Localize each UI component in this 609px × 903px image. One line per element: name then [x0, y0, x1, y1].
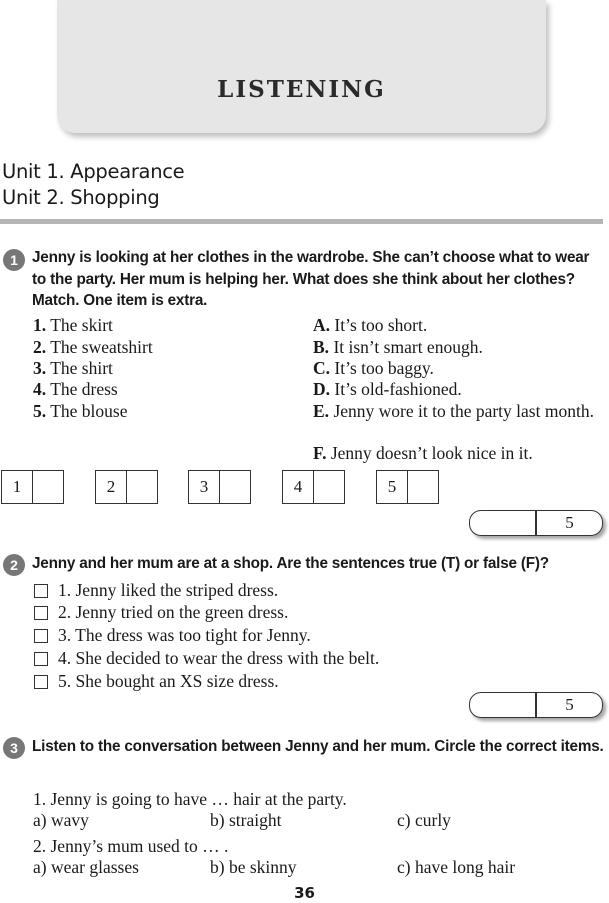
- answer-cell: [376, 470, 439, 504]
- match-item: [33, 401, 127, 422]
- item-number: 4.: [33, 379, 47, 399]
- match-option: [313, 443, 533, 464]
- item-number: 5.: [33, 401, 47, 421]
- score-max: 5: [565, 513, 574, 532]
- tf-statement: 3. The dress was too tight for Jenny.: [58, 625, 311, 645]
- section-header: [57, 0, 546, 133]
- item-text: The sweatshirt: [50, 337, 153, 357]
- task3-instruction: Listen to the conversation between Jenny and her mum. Circle the correct items.: [32, 738, 604, 755]
- match-option: [313, 401, 603, 422]
- match-item: [33, 358, 113, 379]
- option-letter: F.: [313, 443, 327, 463]
- item-number: 2.: [33, 337, 47, 357]
- answer-blank[interactable]: [127, 471, 157, 503]
- answer-cell: [188, 470, 251, 504]
- task1-instruction: Jenny is looking at her clothes in the wardrobe. She can’t choose what to wear to the party. Her mum is helping her. What does she think about her clothes? Match. One item is extra.: [32, 249, 590, 309]
- option-text: Jenny doesn’t look nice in it.: [330, 443, 533, 463]
- unit-title-2: Unit 2. Shopping: [2, 186, 160, 209]
- mc-option[interactable]: c) curly: [397, 810, 451, 830]
- match-item: [33, 337, 153, 358]
- match-option: [313, 337, 483, 358]
- item-text: The shirt: [50, 358, 113, 378]
- item-text: The dress: [50, 379, 118, 399]
- option-letter: B.: [313, 337, 330, 357]
- answer-blank[interactable]: [220, 471, 250, 503]
- answer-label: 1: [2, 471, 33, 503]
- item-text: The blouse: [50, 401, 128, 421]
- item-number: 1.: [33, 315, 47, 335]
- answer-blank[interactable]: [408, 471, 438, 503]
- item-number: 3.: [33, 358, 47, 378]
- option-text: It isn’t smart enough.: [333, 337, 483, 357]
- task-number-badge: 2: [3, 554, 25, 576]
- mc-option[interactable]: b) straight: [210, 810, 282, 830]
- option-letter: C.: [313, 358, 331, 378]
- option-text: It’s too short.: [334, 315, 428, 335]
- mc-question: 2. Jenny’s mum used to … .: [33, 836, 229, 856]
- mc-option[interactable]: b) be skinny: [210, 857, 297, 877]
- checkbox[interactable]: [34, 629, 48, 643]
- tf-statement: 2. Jenny tried on the green dress.: [58, 602, 289, 622]
- divider: [0, 219, 603, 224]
- match-option: [313, 315, 427, 336]
- match-option: [313, 379, 462, 400]
- answer-blank[interactable]: [314, 471, 344, 503]
- task-number-badge: 1: [3, 249, 25, 271]
- tf-statement: 4. She decided to wear the dress with the belt.: [58, 648, 380, 668]
- answer-cell: [95, 470, 158, 504]
- tf-statement: 1. Jenny liked the striped dress.: [58, 580, 279, 600]
- score-max: 5: [565, 695, 574, 714]
- checkbox[interactable]: [34, 606, 48, 620]
- score-box: [469, 510, 603, 536]
- option-text: Jenny wore it to the party last month.: [333, 401, 594, 421]
- answer-label: 2: [96, 471, 127, 503]
- unit-title-1: Unit 1. Appearance: [2, 160, 185, 183]
- checkbox[interactable]: [34, 584, 48, 598]
- match-item: [33, 379, 118, 400]
- answer-label: 4: [283, 471, 314, 503]
- mc-question: 1. Jenny is going to have … hair at the party.: [33, 789, 347, 809]
- section-title: LISTENING: [217, 76, 386, 103]
- checkbox[interactable]: [34, 652, 48, 666]
- mc-option[interactable]: a) wear glasses: [33, 857, 139, 877]
- option-letter: A.: [313, 315, 331, 335]
- option-letter: D.: [313, 379, 331, 399]
- task2-instruction: Jenny and her mum are at a shop. Are the sentences true (T) or false (F)?: [32, 555, 549, 572]
- answer-cell: [282, 470, 345, 504]
- option-text: It’s too baggy.: [334, 358, 434, 378]
- answer-cell: [1, 470, 64, 504]
- task-number-badge: 3: [3, 737, 25, 759]
- match-item: [33, 315, 113, 336]
- item-text: The skirt: [50, 315, 113, 335]
- mc-option[interactable]: c) have long hair: [397, 857, 516, 877]
- match-option: [313, 358, 434, 379]
- page-number: 36: [294, 884, 315, 902]
- mc-option[interactable]: a) wavy: [33, 810, 89, 830]
- checkbox[interactable]: [34, 675, 48, 689]
- score-box: [469, 692, 603, 718]
- answer-blank[interactable]: [33, 471, 63, 503]
- tf-statement: 5. She bought an XS size dress.: [58, 671, 279, 691]
- option-text: It’s old-fashioned.: [334, 379, 462, 399]
- option-letter: E.: [313, 401, 330, 421]
- answer-label: 3: [189, 471, 220, 503]
- answer-label: 5: [377, 471, 408, 503]
